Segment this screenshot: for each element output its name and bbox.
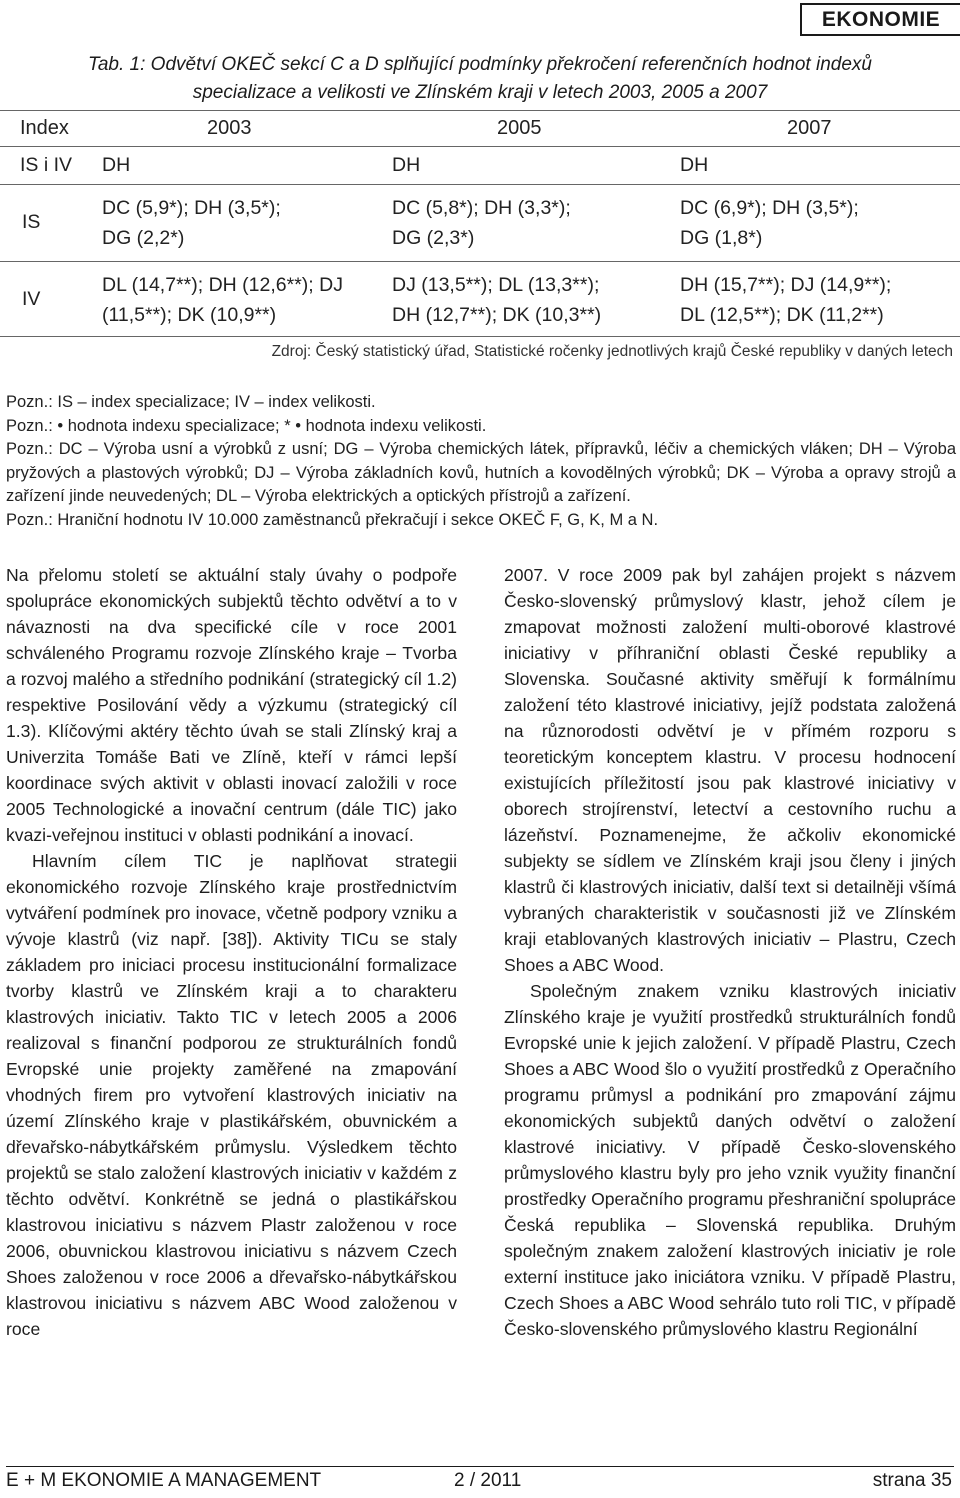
- note-3: Pozn.: DC – Výroba usní a výrobků z usní; DG – Výroba chemických látek, přípravků, léčiv a chemických vláken; DH – Výroba pryžových a plastových výrobků; DJ – Výroba základních kovů, hutních a kovodělných výrobků; DK – Výroba a opravy strojů a zařízení jinde neuvedených; DL – Výroba elektrických a optických přístrojů a zařízení.: [6, 440, 956, 505]
- table-notes: [6, 391, 956, 532]
- cell-2003: DH: [102, 154, 131, 176]
- body-paragraph: Společným znakem vzniku klastrových iniciativ Zlínského kraje je využití prostředků strukturálních fondů Evropské unie k jejich založení. V případě Plastru, Czech Shoes a ABC Wood šlo o využití prostředků z Operačního programu průmysl a podnikání pro zmapování zájmu ekonomických subjektů daných odvětví o založení klastrové iniciativy. V případě Česko-slovenského průmyslového klastru byly pro jeho vznik využity finanční prostředky Operačního programu přeshraniční spolupráce Česká republika – Slovenská republika. Druhým společným znakem založení klastrových iniciativ je role externí instituce jako iniciátora vzniku. V případě Plastru, Czech Shoes a ABC Wood sehrálo tuto roli TIC, v případě Česko-slovenského průmyslového klastru Regionální: [504, 981, 956, 1339]
- row-label: IS i IV: [20, 154, 73, 176]
- table-row: [0, 261, 960, 337]
- note-4: Pozn.: Hraniční hodnotu IV 10.000 zaměstnanců překračují i sekce OKEČ F, G, K, M a N.: [6, 510, 659, 529]
- row-label: IS: [22, 211, 41, 233]
- table-row: [0, 146, 960, 184]
- table-caption-line-2: specializace a velikosti ve Zlínském kraji v letech 2003, 2005 a 2007: [192, 82, 768, 103]
- cell-2005: DC (5,8*); DH (3,3*); DG (2,3*): [392, 197, 571, 249]
- body-column-right: [504, 562, 956, 1342]
- header-2003: 2003: [207, 117, 252, 139]
- footer-issue: 2 / 2011: [454, 1470, 522, 1491]
- table-source: Zdroj: Český statistický úřad, Statistické ročenky jednotlivých krajů České republiky v daných letech: [271, 343, 953, 360]
- cell-2007: DH (15,7**); DJ (14,9**); DL (12,5**); DK (11,2**): [680, 274, 892, 326]
- cell-2003: DL (14,7**); DH (12,6**); DJ (11,5**); DK (10,9**): [102, 274, 343, 326]
- table-caption-line-1: Tab. 1: Odvětví OKEČ sekcí C a D splňující podmínky překročení referenčních hodnot indexů: [88, 54, 872, 75]
- note-1: Pozn.: IS – index specializace; IV – index velikosti.: [6, 393, 376, 411]
- note-2: Pozn.: • hodnota indexu specializace; * • hodnota indexu velikosti.: [6, 416, 487, 435]
- body-paragraph: Hlavním cílem TIC je naplňovat strategii ekonomického rozvoje Zlínského kraje prostřednictvím vytváření podmínek pro inovace, včetně podpory vzniku a vývoje klastrů (viz např. [38]). Aktivity TICu se staly základem pro iniciaci procesu institucionální formalizace tvorby klastrů ve Zlínském kraji a to charakteru klastrových iniciativ. Takto TIC v letech 2005 a 2006 realizoval s finanční podporou ze strukturálních fondů Evropské unie projekty zaměřené na zmapování vhodných firem pro vytvoření klastrových iniciativ na území Zlínského kraje v plastikářském, obuvnickém a dřevařsko-nábytkářském průmyslu. Výsledkem těchto projektů se stalo založení klastrových iniciativ v každém z těchto odvětví. Konkrétně se jedná o plastikářskou klastrovou iniciativu s názvem Plastr založenou v roce 2006, obuvnickou klastrovou iniciativu s názvem Czech Shoes založenou v roce 2006 a dřevařsko-nábytkářskou klastrovou iniciativu s názvem ABC Wood založenou v roce: [6, 851, 457, 1339]
- header-2005: 2005: [497, 117, 542, 139]
- table-header-row: [0, 110, 960, 146]
- cell-2007: DH: [680, 154, 709, 176]
- footer-journal: E + M EKONOMIE A MANAGEMENT: [6, 1470, 322, 1491]
- header-2007: 2007: [787, 117, 832, 139]
- body-paragraph: Na přelomu století se aktuální staly úvahy o podpoře spolupráce ekonomických subjektů těchto odvětví a to v návaznosti na dva specifické cíle v roce 2001 schváleného Programu rozvoje Zlínského kraje – Tvorba a rozvoj malého a středního podnikání (strategický cíl 1.2) respektive Posilování vědy a výzkumu (strategický cíl 1.3). Klíčovými aktéry těchto úvah se stali Zlínský kraj a Univerzita Tomáše Bati ve Zlíně, kteří v rámci lepší koordinace svých aktivit v oblasti inovací založili v roce 2005 Technologické a inovační centrum (dále TIC) jako kvazi-veřejnou instituci v oblasti podnikání a inovací.: [6, 565, 457, 845]
- cell-2005: DH: [392, 154, 421, 176]
- cell-2005: DJ (13,5**); DL (13,3**); DH (12,7**); DK (10,3**): [392, 274, 602, 326]
- body-paragraph: 2007. V roce 2009 pak byl zahájen projekt s názvem Česko-slovenský průmyslový klastr, jehož cílem je zmapovat možnosti založení multi-oborové klastrové iniciativy v příhraniční oblasti České republiky a Slovenska. Současné aktivity směřují k formálnímu založení této klastrové iniciativy, jejíž podstata založená na různorodosti odvětví je v přímém rozporu s teoretickým konceptem klastru. V procesu hodnocení existujících příležitostí jsou pak klastrové iniciativy v oborech strojírenství, letectví a cestovního ruchu a lázeňství. Poznamenejme, že ačkoliv ekonomické subjekty se sídlem ve Zlínském kraji jsou členy i jiných klastrů či klastrových iniciativ, další text si detailněji všímá vybraných charakteristik v současnosti již ve Zlínském kraji etablovaných klastrových iniciativ – Plastru, Czech Shoes a ABC Wood.: [504, 565, 956, 975]
- section-label: EKONOMIE: [800, 3, 960, 36]
- row-label: IV: [22, 288, 41, 310]
- table-row: [0, 184, 960, 261]
- page-footer: [6, 1466, 954, 1494]
- body-column-left: [6, 562, 457, 1342]
- cell-2007: DC (6,9*); DH (3,5*); DG (1,8*): [680, 197, 859, 249]
- header-index: Index: [20, 117, 69, 139]
- footer-page: strana 35: [872, 1470, 952, 1491]
- cell-2003: DC (5,9*); DH (3,5*); DG (2,2*): [102, 197, 281, 249]
